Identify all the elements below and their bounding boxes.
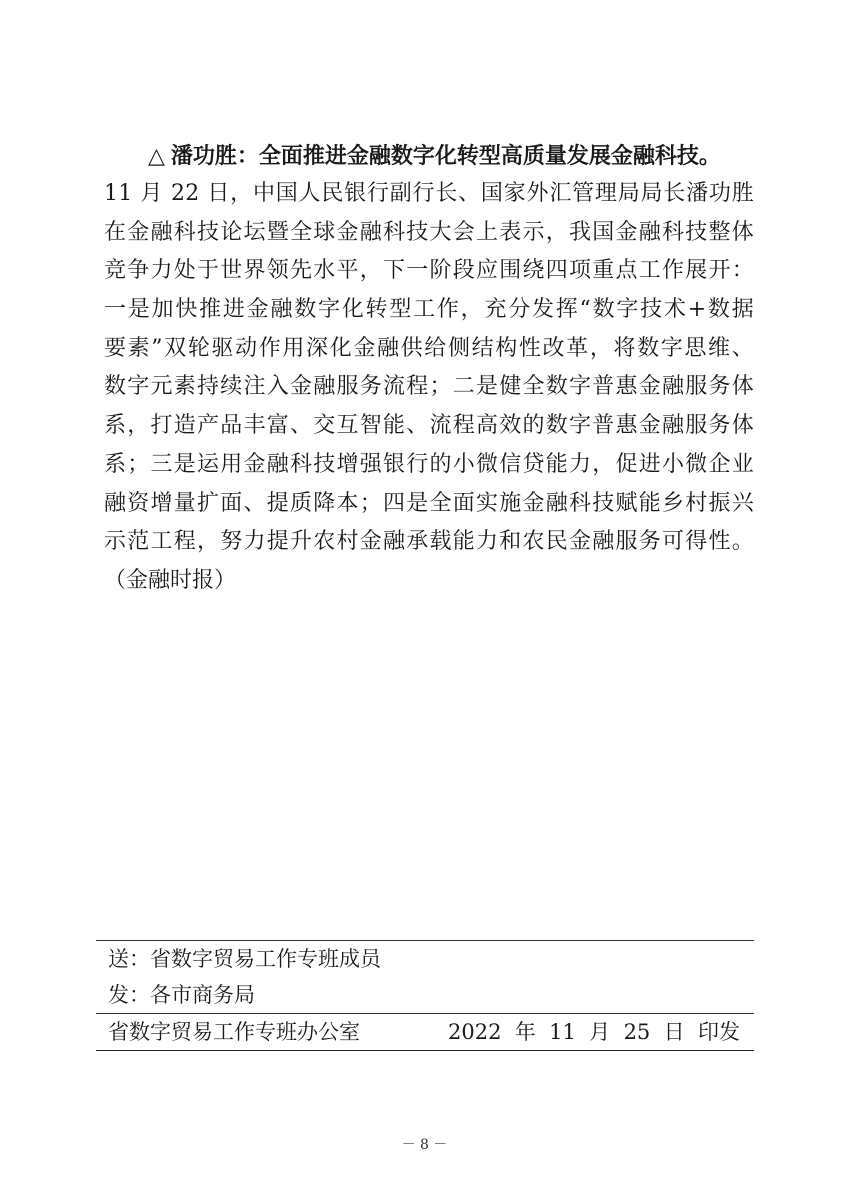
send-to-line: 送：省数字贸易工作专班成员	[108, 947, 381, 971]
article-headline	[104, 137, 754, 175]
cc-to-line: 发：各市商务局	[108, 983, 255, 1007]
issue-date: 2022 年 11 月 25 日 印发	[448, 1020, 740, 1044]
article	[104, 137, 754, 601]
article-source: （金融时报）	[104, 567, 237, 593]
distribution-block	[96, 940, 754, 1051]
body-line: 在金融科技论坛暨全球金融科技大会上表示，我国金融科技整体	[104, 219, 754, 245]
body-line: 一是加快推进金融数字化转型工作，充分发挥“数字技术+数据	[104, 297, 754, 323]
body-line: 要素”双轮驱动作用深化金融供给侧结构性改革，将数字思维、	[104, 335, 754, 361]
issuer: 省数字贸易工作专班办公室	[108, 1020, 360, 1044]
triangle-icon: △	[148, 144, 165, 169]
body-line: 示范工程，努力提升农村金融承载能力和农民金融服务可得性。	[104, 529, 754, 555]
body-line: 融资增量扩面、提质降本；四是全面实施金融科技赋能乡村振兴	[104, 490, 754, 516]
body-line: 竞争力处于世界领先水平，下一阶段应围绕四项重点工作展开：	[104, 258, 754, 284]
divider	[96, 1050, 754, 1051]
headline-text: 潘功胜：全面推进金融数字化转型高质量发展金融科技。	[170, 143, 721, 169]
issue-line	[96, 1014, 754, 1050]
body-line: 系；三是运用金融科技增强银行的小微信贷能力，促进小微企业	[104, 451, 754, 477]
body-line: 11 月 22 日，中国人民银行副行长、国家外汇管理局局长潘功胜	[104, 181, 754, 206]
body-line: 数字元素持续注入金融服务流程；二是健全数字普惠金融服务体	[104, 374, 754, 400]
page-number: － 8 －	[401, 1137, 448, 1153]
body-line: 系，打造产品丰富、交互智能、流程高效的数字普惠金融服务体	[104, 413, 754, 439]
